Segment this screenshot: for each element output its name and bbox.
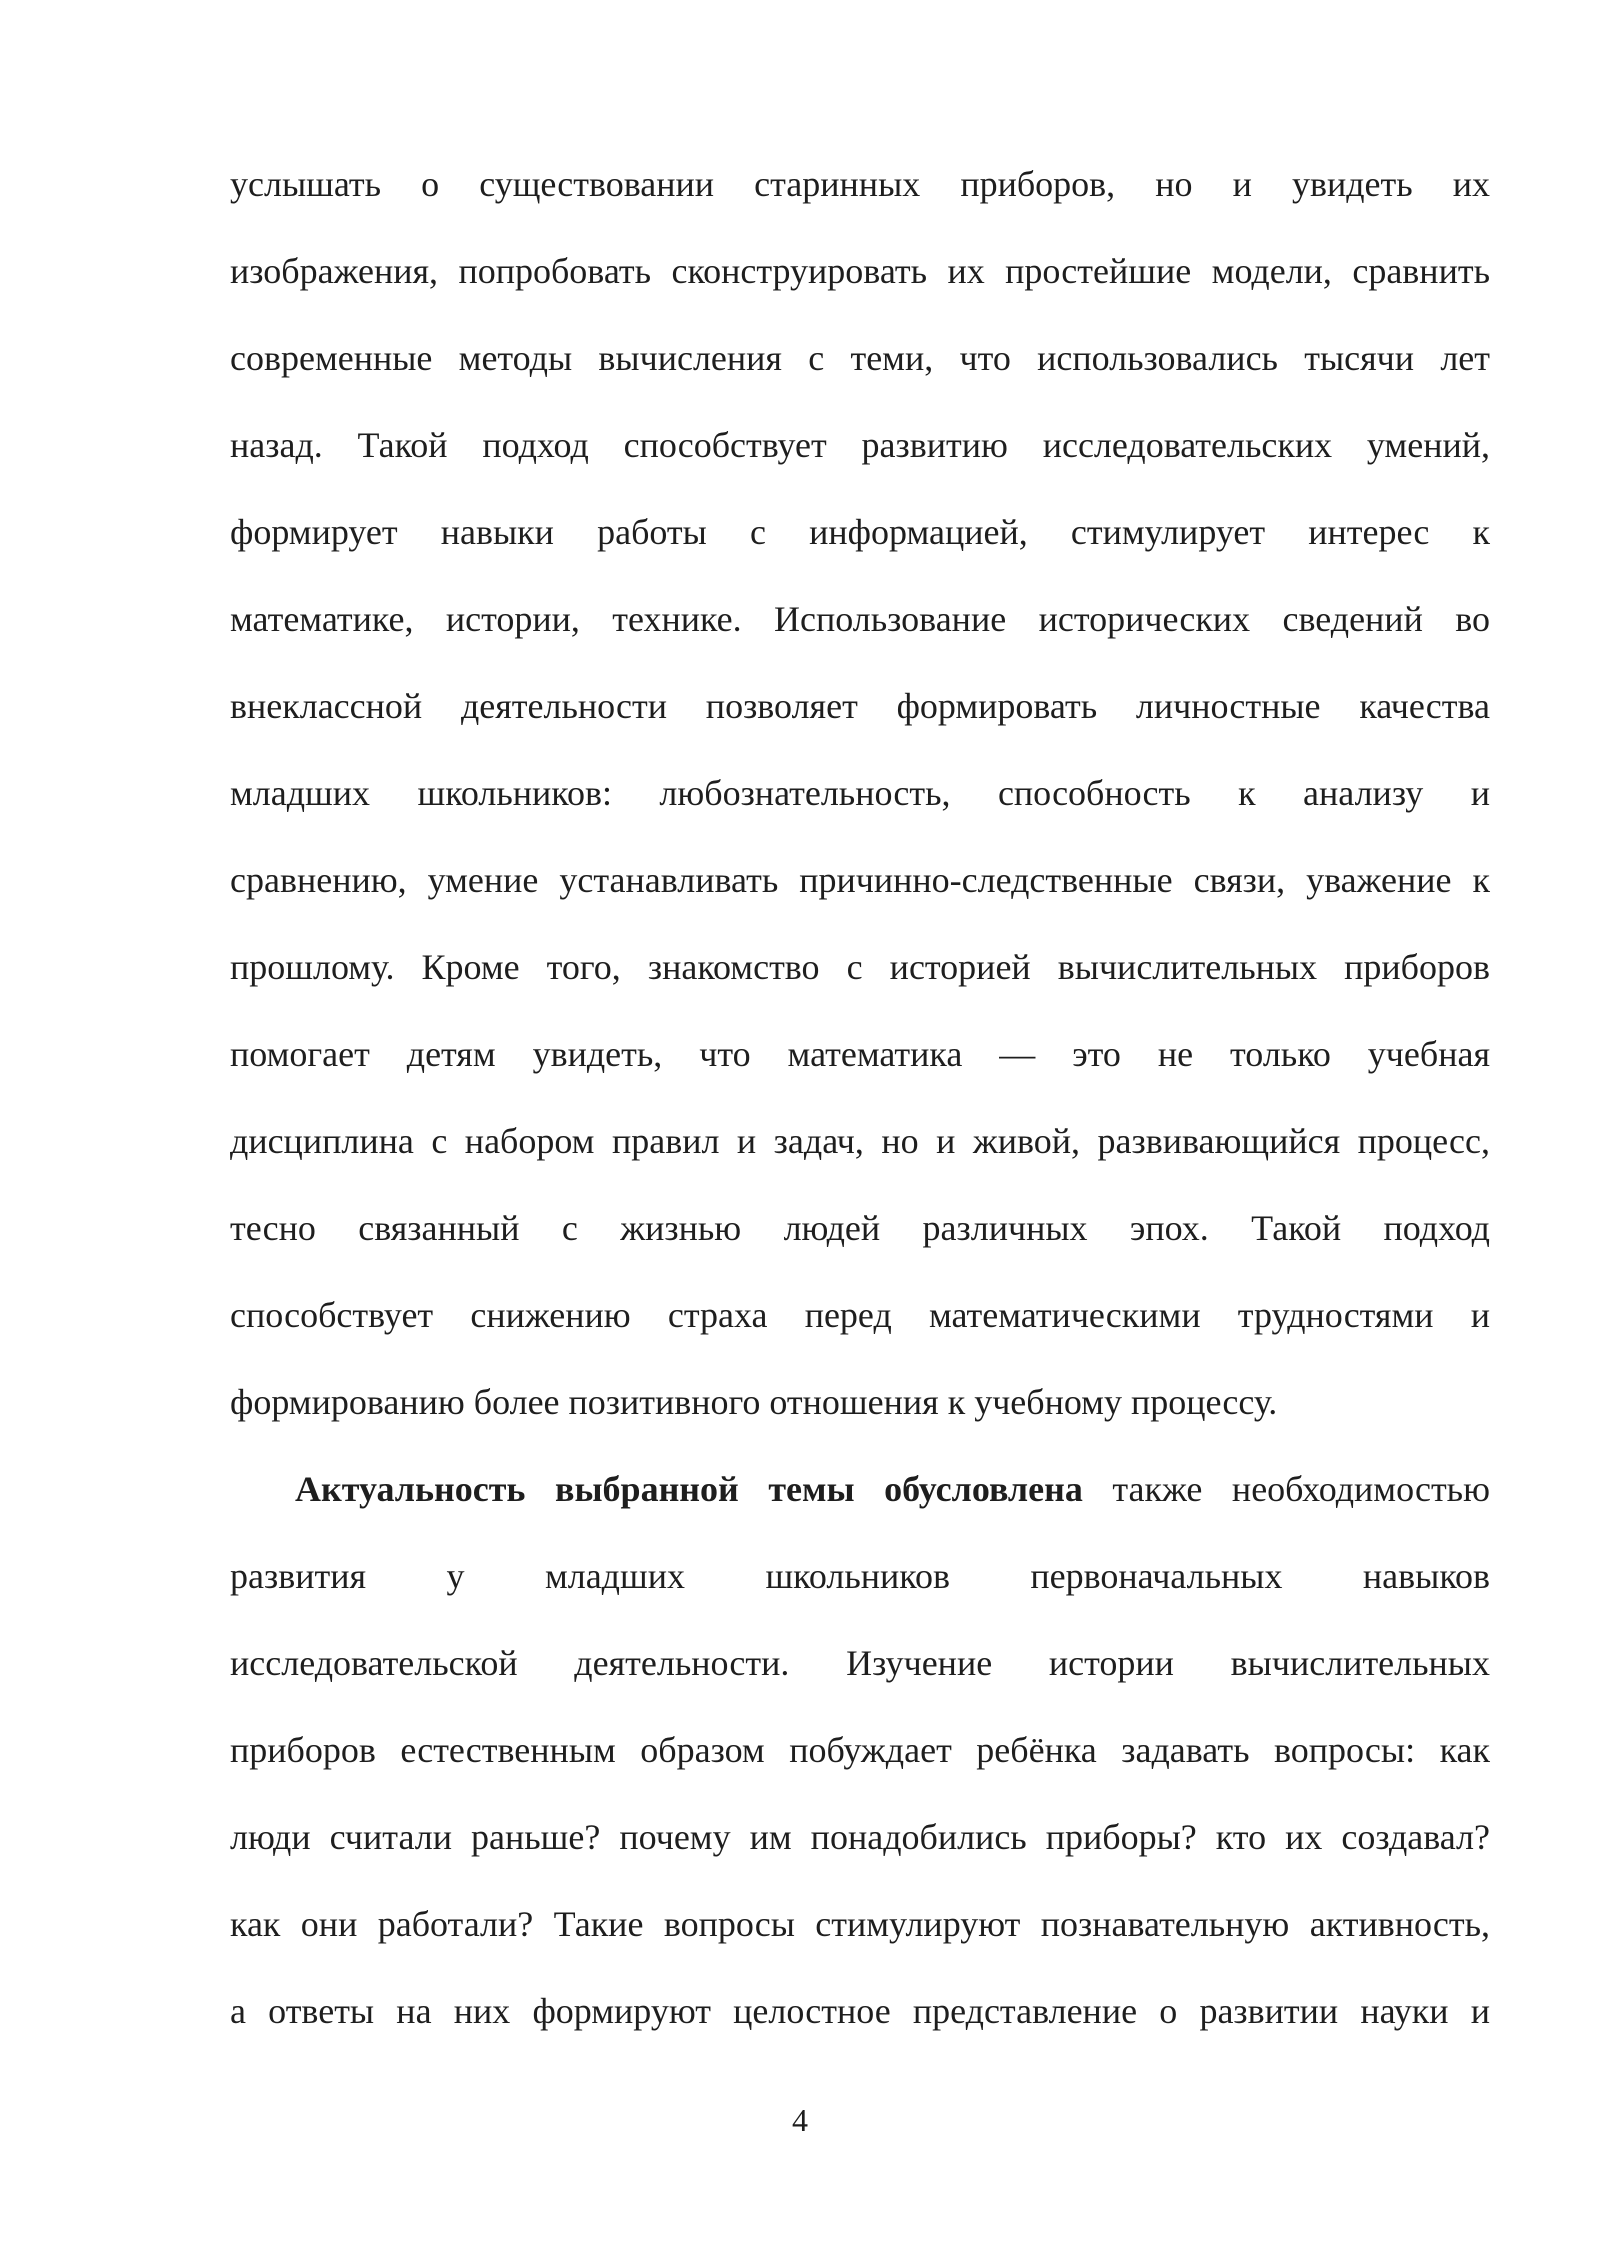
text-line: современные методы вычисления с теми, что использовались тысячи лет [230,338,1490,378]
text-line: услышать о существовании старинных приборов, но и увидеть их [230,164,1490,204]
lead-line-rest: также необходимостью [1112,1469,1490,1509]
text-line: младших школьников: любознательность, способность к анализу и [230,773,1490,813]
text-line: способствует снижению страха перед математическими трудностями и [230,1295,1490,1335]
text-line: помогает детям увидеть, что математика — это не только учебная [230,1034,1490,1074]
text-line: формированию более позитивного отношения к учебному процессу. [230,1382,1278,1422]
text-line: а ответы на них формируют целостное представление о развитии науки и [230,1991,1490,2031]
text-line: тесно связанный с жизнью людей различных эпох. Такой подход [230,1208,1490,1248]
text-line [230,1446,1490,1533]
bold-lead-text: Актуальность выбранной темы обусловлена [295,1469,1083,1509]
paragraph-1 [230,141,1490,1446]
text-line: дисциплина с набором правил и задач, но и живой, развивающийся процесс, [230,1121,1490,1161]
text-line: сравнению, умение устанавливать причинно-следственные связи, уважение к [230,860,1490,900]
text-line: математике, истории, технике. Использование исторических сведений во [230,599,1490,639]
text-line: развития у младших школьников первоначальных навыков [230,1556,1490,1596]
page-number: 4 [792,2102,808,2138]
text-line: изображения, попробовать сконструировать их простейшие модели, сравнить [230,251,1490,291]
body-text [230,141,1490,2055]
text-line: люди считали раньше? почему им понадобились приборы? кто их создавал? [230,1817,1490,1857]
text-line: внеклассной деятельности позволяет формировать личностные качества [230,686,1490,726]
text-line: формирует навыки работы с информацией, стимулирует интерес к [230,512,1490,552]
text-line: как они работали? Такие вопросы стимулируют познавательную активность, [230,1904,1490,1944]
paragraph-2 [230,1446,1490,2055]
text-line: назад. Такой подход способствует развитию исследовательских умений, [230,425,1490,465]
text-line: исследовательской деятельности. Изучение истории вычислительных [230,1643,1490,1683]
text-line: приборов естественным образом побуждает ребёнка задавать вопросы: как [230,1730,1490,1770]
text-line: прошлому. Кроме того, знакомство с историей вычислительных приборов [230,947,1490,987]
